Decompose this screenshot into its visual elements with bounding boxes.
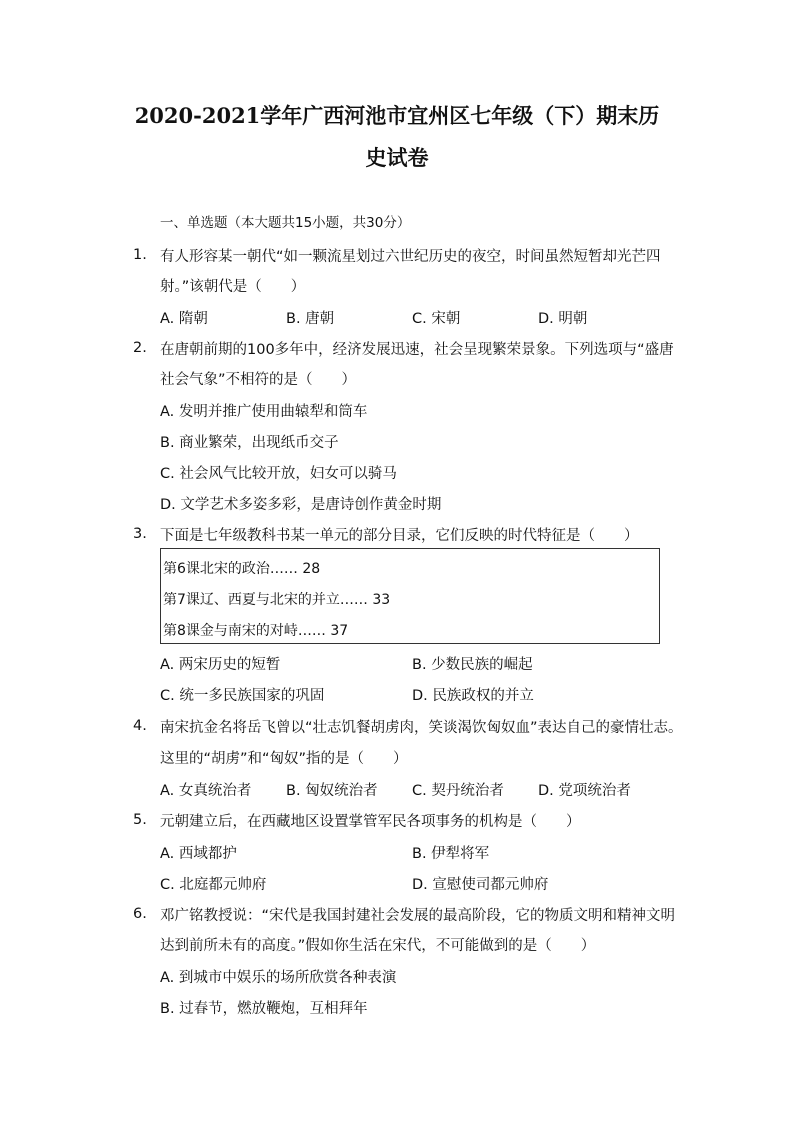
option-b[interactable]: B. 匈奴统治者 [286, 783, 378, 799]
question-text-line: 有人形容某一朝代“如一颗流星划过六世纪历史的夜空，时间虽然短暂却光芒四 [160, 249, 661, 265]
question-text-line: 这里的“胡虏”和“匈奴”指的是（ ） [160, 751, 408, 767]
question-text-line: 在唐朝前期的100多年中，经济发展迅速，社会呈现繁荣景象。下列选项与“盛唐 [160, 342, 674, 358]
option-b[interactable]: B. 唐朝 [286, 311, 335, 327]
option-b[interactable]: B. 商业繁荣，出现纸币交子 [160, 435, 339, 451]
question-text-line: 元朝建立后，在西藏地区设置掌管军民各项事务的机构是（ ） [160, 814, 581, 830]
question-text-line: 邓广铭教授说：“宋代是我国封建社会发展的最高阶段，它的物质文明和精神文明 [160, 908, 676, 924]
option-a[interactable]: A. 到城市中娱乐的场所欣赏各种表演 [160, 970, 397, 986]
option-a[interactable]: A. 两宋历史的短暂 [160, 657, 281, 673]
option-a[interactable]: A. 隋朝 [160, 311, 208, 327]
option-d[interactable]: D. 民族政权的并立 [412, 688, 534, 704]
option-b[interactable]: B. 过春节，燃放鞭炮，互相拜年 [160, 1001, 368, 1017]
page-title-line2: 史试卷 [365, 145, 429, 170]
question-number: 4. [133, 718, 147, 734]
option-d[interactable]: D. 宣慰使司都元帅府 [412, 877, 549, 893]
option-c[interactable]: C. 北庭都元帅府 [160, 877, 267, 893]
toc-entry: 第6课北宋的政治…… 28 [163, 561, 321, 577]
option-d[interactable]: D. 文学艺术多姿多彩，是唐诗创作黄金时期 [160, 497, 442, 513]
question-text-line: 下面是七年级教科书某一单元的部分目录，它们反映的时代特征是（ ） [160, 528, 639, 544]
question-number: 1. [133, 247, 147, 263]
option-c[interactable]: C. 宋朝 [412, 311, 461, 327]
option-c[interactable]: C. 契丹统治者 [412, 783, 504, 799]
question-number: 2. [133, 340, 147, 356]
option-b[interactable]: B. 少数民族的崛起 [412, 657, 533, 673]
question-number: 5. [133, 812, 147, 828]
option-b[interactable]: B. 伊犁将军 [412, 846, 490, 862]
question-text-line: 射。”该朝代是（ ） [160, 279, 306, 295]
option-a[interactable]: A. 女真统治者 [160, 783, 252, 799]
question-text-line: 达到前所未有的高度。”假如你生活在宋代，不可能做到的是（ ） [160, 938, 596, 954]
toc-entry: 第8课金与南宋的对峙…… 37 [163, 623, 349, 639]
question-number: 3. [133, 526, 147, 542]
option-c[interactable]: C. 统一多民族国家的巩固 [160, 688, 325, 704]
option-d[interactable]: D. 党项统治者 [538, 783, 631, 799]
question-text-line: 南宋抗金名将岳飞曾以“壮志饥餐胡虏肉，笑谈渴饮匈奴血”表达自己的豪情壮志。 [160, 720, 683, 736]
question-text-line: 社会气象”不相符的是（ ） [160, 372, 357, 388]
option-a[interactable]: A. 发明并推广使用曲辕犁和筒车 [160, 404, 368, 420]
question-number: 6. [133, 906, 147, 922]
option-d[interactable]: D. 明朝 [538, 311, 588, 327]
option-a[interactable]: A. 西域都护 [160, 846, 237, 862]
section-heading: 一、单选题（本大题共15小题，共30分） [160, 215, 411, 231]
option-c[interactable]: C. 社会风气比较开放，妇女可以骑马 [160, 466, 397, 482]
table-of-contents-box [160, 548, 660, 644]
toc-entry: 第7课辽、西夏与北宋的并立…… 33 [163, 592, 391, 608]
page-title-line1: 2020-2021学年广西河池市宜州区七年级（下）期末历 [134, 103, 660, 128]
